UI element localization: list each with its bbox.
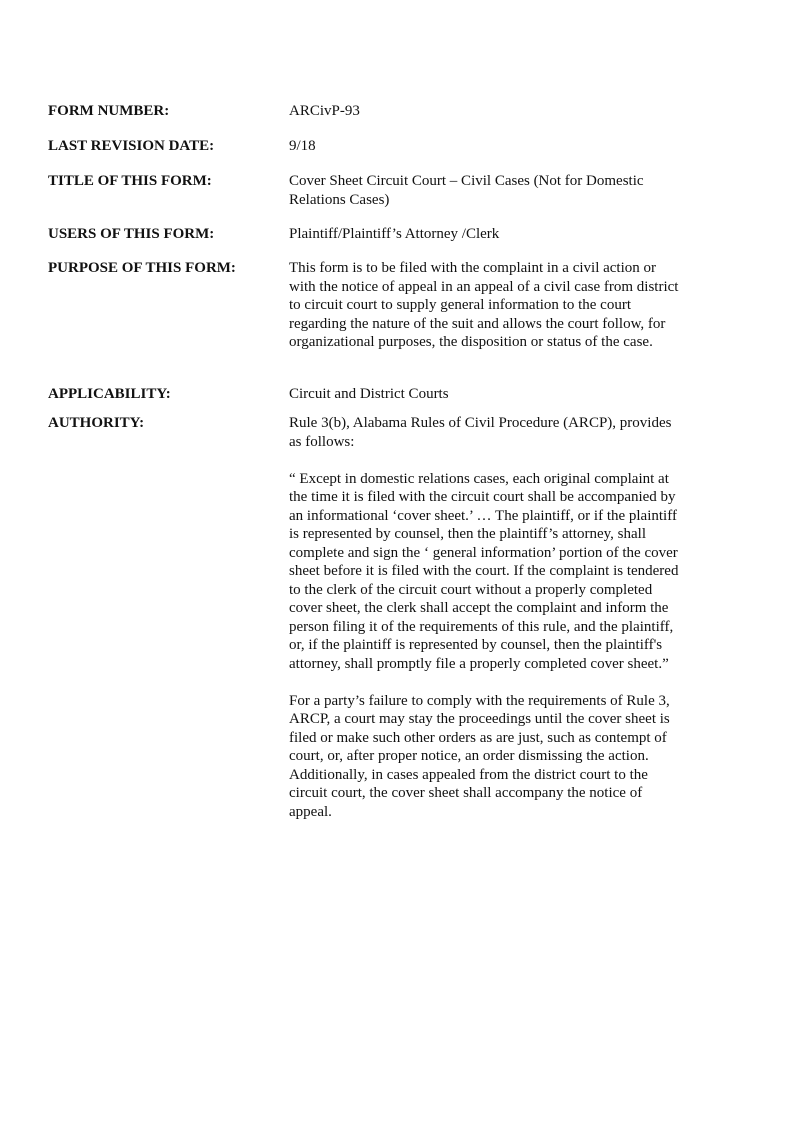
applicability-label: APPLICABILITY: bbox=[48, 386, 171, 402]
title-value: Cover Sheet Circuit Court – Civil Cases (Not for Domestic Relations Cases) bbox=[289, 173, 644, 208]
form-number-value: ARCivP-93 bbox=[289, 103, 360, 119]
authority-value bbox=[289, 414, 681, 821]
users-label: USERS OF THIS FORM: bbox=[48, 226, 215, 242]
purpose-value: This form is to be filed with the complaint in a civil action or with the notice of appeal in an appeal of a civil case from district to circuit court to supply general information to the court regarding the nature of the suit and allows the court follow, for organizational purposes, the disposition or status of the case. bbox=[289, 260, 679, 350]
authority-intro: Rule 3(b), Alabama Rules of Civil Procedure (ARCP), provides as follows: bbox=[289, 415, 672, 450]
authority-label: AUTHORITY: bbox=[48, 415, 145, 431]
users-value: Plaintiff/Plaintiff’s Attorney /Clerk bbox=[289, 226, 500, 242]
authority-note: For a party’s failure to comply with the requirements of Rule 3, ARCP, a court may stay the proceedings until the cover sheet is filed or make such other orders as are just, such as contempt of court, or, after proper notice, an order dismissing the action. Additionally, in cases appealed from the district court to the circuit court, the cover sheet shall accompany the notice of appeal. bbox=[289, 692, 670, 820]
purpose-label: PURPOSE OF THIS FORM: bbox=[48, 260, 236, 276]
last-revision-date-value: 9/18 bbox=[289, 138, 316, 154]
last-revision-date-label: LAST REVISION DATE: bbox=[48, 138, 215, 154]
form-number-label: FORM NUMBER: bbox=[48, 103, 170, 119]
title-label: TITLE OF THIS FORM: bbox=[48, 173, 212, 189]
authority-quote: “ Except in domestic relations cases, each original complaint at the time it is filed with the circuit court shall be accompanied by an informational ‘cover sheet.’ … The plaintiff, or if the plaintiff is represented by counsel, then the plaintiff’s attorney, shall complete and sign the ‘ general information’ portion of the cover sheet before it is filed with the court. If the complaint is tendered to the clerk of the circuit court without a properly completed cover sheet, the clerk shall accept the complaint and inform the person filing it of the requirements of this rule, and the plaintiff, or, if the plaintiff is represented by counsel, then the plaintiff's attorney, shall promptly file a properly completed cover sheet.” bbox=[289, 470, 679, 672]
applicability-value: Circuit and District Courts bbox=[289, 386, 449, 402]
